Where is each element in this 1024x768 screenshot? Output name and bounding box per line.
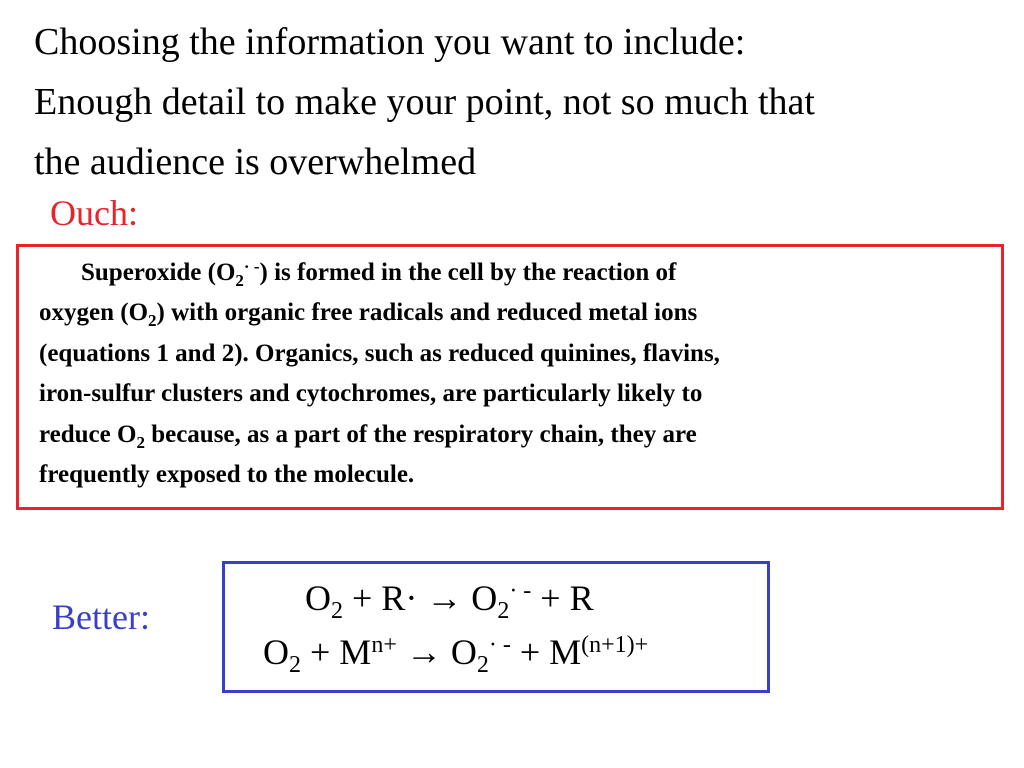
text-run: reduce O <box>39 420 137 448</box>
subscript: 2 <box>148 311 157 331</box>
text-run: oxygen (O <box>39 299 149 327</box>
superscript: · - <box>488 632 511 658</box>
good-example-box <box>222 561 770 693</box>
bad-example-box <box>16 244 1004 510</box>
text-run: + M <box>301 632 372 672</box>
text-run: O <box>305 578 331 618</box>
subscript: 2 <box>136 432 145 452</box>
subscript: 2 <box>289 652 301 678</box>
text-run: + R· → O <box>343 578 498 618</box>
text-run: → O <box>396 632 477 672</box>
paragraph-line-1 <box>39 253 989 293</box>
ouch-label: Ouch: <box>50 193 138 233</box>
paragraph-line-5 <box>39 415 989 455</box>
superscript: n+ <box>371 632 397 658</box>
subscript: 2 <box>331 598 343 624</box>
paragraph-line-3: (equations 1 and 2). Organics, such as reduced quinines, flavins, <box>39 339 720 367</box>
subscript: 2 <box>235 271 244 290</box>
subscript: 2 <box>476 652 489 678</box>
superscript: · - <box>243 257 260 276</box>
paragraph-line-2 <box>39 293 989 333</box>
text-run: O <box>263 632 289 672</box>
paragraph-line-6: frequently exposed to the molecule. <box>39 461 415 489</box>
superscript: (n+1)+ <box>581 632 649 658</box>
title-line-1: Choosing the information you want to include: <box>34 21 746 63</box>
text-run: Superoxide (O <box>81 259 236 286</box>
text-run: ) is formed in the cell by the reaction of <box>259 259 677 286</box>
paragraph-line-4: iron-sulfur clusters and cytochromes, are particularly likely to <box>39 380 703 408</box>
text-run: ) with organic free radicals and reduced metal ions <box>156 299 698 327</box>
text-run: + M <box>510 632 582 672</box>
equation-1 <box>305 576 594 624</box>
text-run: + R <box>531 578 594 618</box>
title-line-3: the audience is overwhelmed <box>34 141 477 183</box>
title-line-2: Enough detail to make your point, not so much that <box>34 81 815 123</box>
slide-title <box>34 12 994 192</box>
subscript: 2 <box>497 598 510 624</box>
equation-2 <box>263 630 649 678</box>
better-label: Better: <box>52 597 150 637</box>
bad-example-paragraph <box>39 253 989 495</box>
superscript: · - <box>509 578 532 604</box>
text-run: because, as a part of the respiratory chain, they are <box>144 420 697 448</box>
